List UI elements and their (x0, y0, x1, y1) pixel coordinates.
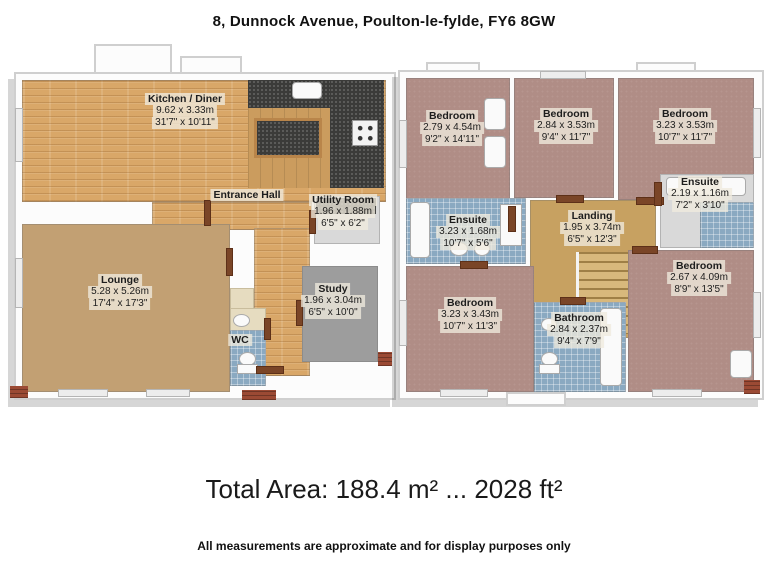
room-name: Bedroom (426, 110, 478, 122)
sink (292, 82, 322, 99)
door (204, 200, 211, 226)
room-name: Ensuite (446, 214, 490, 226)
room-label-entrance-hall (210, 189, 283, 201)
room-imperial: 7'2" x 3'10" (672, 200, 727, 212)
room-imperial: 9'2" x 14'11" (422, 134, 482, 146)
room-name: Bedroom (673, 260, 725, 272)
stove-icon (352, 120, 378, 146)
room-name: WC (228, 334, 252, 346)
window (15, 108, 23, 162)
window (399, 300, 407, 346)
room-name: Kitchen / Diner (145, 93, 225, 105)
room-metric: 2.19 x 1.16m (668, 188, 732, 200)
window (58, 389, 108, 397)
room-metric: 3.23 x 3.53m (653, 120, 717, 132)
room-label-bedroom3 (653, 108, 717, 144)
brick-step (10, 386, 28, 398)
room-label-ensuite-right (668, 176, 732, 212)
room-metric: 3.23 x 1.68m (436, 226, 500, 238)
room-label-study (301, 283, 365, 319)
brick-porch (242, 390, 276, 400)
total-area-text: Total Area: 188.4 m² ... 2028 ft² (205, 474, 563, 504)
room-name: Entrance Hall (210, 189, 283, 201)
room-imperial: 10'7" x 11'7" (655, 132, 715, 144)
room-label-ensuite-left (436, 214, 500, 250)
room-metric: 2.84 x 3.53m (534, 120, 598, 132)
room-label-bedroom2 (534, 108, 598, 144)
wardrobe (484, 136, 506, 168)
page-title: 8, Dunnock Avenue, Poulton-le-fylde, FY6 8GW (212, 13, 556, 30)
door (632, 246, 658, 254)
room-name: Landing (569, 210, 616, 222)
room-name: Utility Room (309, 194, 377, 206)
door (556, 195, 584, 203)
room-imperial: 6'5" x 10'0" (305, 307, 360, 319)
window (440, 389, 488, 397)
sink (233, 314, 250, 327)
room-imperial: 8'9" x 13'5" (671, 284, 726, 296)
room-metric: 2.79 x 4.54m (420, 122, 484, 134)
room-label-lounge (88, 274, 152, 310)
window (15, 258, 23, 308)
door (654, 182, 662, 206)
door (560, 297, 586, 305)
room-metric: 3.23 x 3.43m (438, 309, 502, 321)
room-label-bathroom (547, 312, 611, 348)
room-imperial: 6'5" x 6'2" (318, 218, 368, 230)
room-name: Bedroom (540, 108, 592, 120)
room-imperial: 6'5" x 12'3" (564, 234, 619, 246)
room-imperial: 10'7" x 5'6" (440, 238, 495, 250)
room-metric: 1.96 x 3.04m (301, 295, 365, 307)
room-name: Bedroom (444, 297, 496, 309)
room-name: Ensuite (678, 176, 722, 188)
brick-step (378, 352, 392, 366)
room-metric: 9.62 x 3.33m (153, 105, 217, 117)
room-metric: 1.95 x 3.74m (560, 222, 624, 234)
door (508, 206, 516, 232)
room-metric: 2.67 x 4.09m (667, 272, 731, 284)
toilet-cistern (237, 364, 258, 374)
bathtub (410, 202, 430, 258)
room-metric: 2.84 x 2.37m (547, 324, 611, 336)
window (652, 389, 702, 397)
room-name: Bedroom (659, 108, 711, 120)
room-name: Lounge (98, 274, 142, 286)
door (264, 318, 271, 340)
front-door (256, 366, 284, 374)
window (753, 292, 761, 338)
porch (506, 392, 566, 406)
wardrobe (484, 98, 506, 130)
room-imperial: 31'7" x 10'11" (152, 117, 218, 129)
room-metric: 5.28 x 5.26m (88, 286, 152, 298)
room-label-bedroom5 (438, 297, 502, 333)
room-imperial: 9'4" x 7'9" (554, 336, 604, 348)
room-name: Bathroom (551, 312, 607, 324)
room-imperial: 9'4" x 11'7" (539, 132, 594, 144)
room-label-utility-room (309, 194, 377, 230)
room-label-landing (560, 210, 624, 246)
room-label-bedroom1 (420, 110, 484, 146)
window (399, 120, 407, 168)
brick-step (744, 380, 760, 394)
window (753, 108, 761, 158)
room-label-kitchen-diner (145, 93, 225, 129)
door (226, 248, 233, 276)
room-metric: 1.96 x 1.88m (311, 206, 375, 218)
disclaimer-text: All measurements are approximate and for display purposes only (197, 539, 571, 553)
window (540, 71, 586, 79)
room-label-bedroom4 (667, 260, 731, 296)
door (460, 261, 488, 269)
toilet-cistern (539, 364, 560, 374)
wardrobe (730, 350, 752, 378)
room-imperial: 17'4" x 17'3" (90, 298, 151, 310)
room-name: Study (315, 283, 350, 295)
window (146, 389, 190, 397)
kitchen-island (254, 118, 322, 158)
room-label-wc (228, 334, 252, 346)
room-imperial: 10'7" x 11'3" (440, 321, 500, 333)
